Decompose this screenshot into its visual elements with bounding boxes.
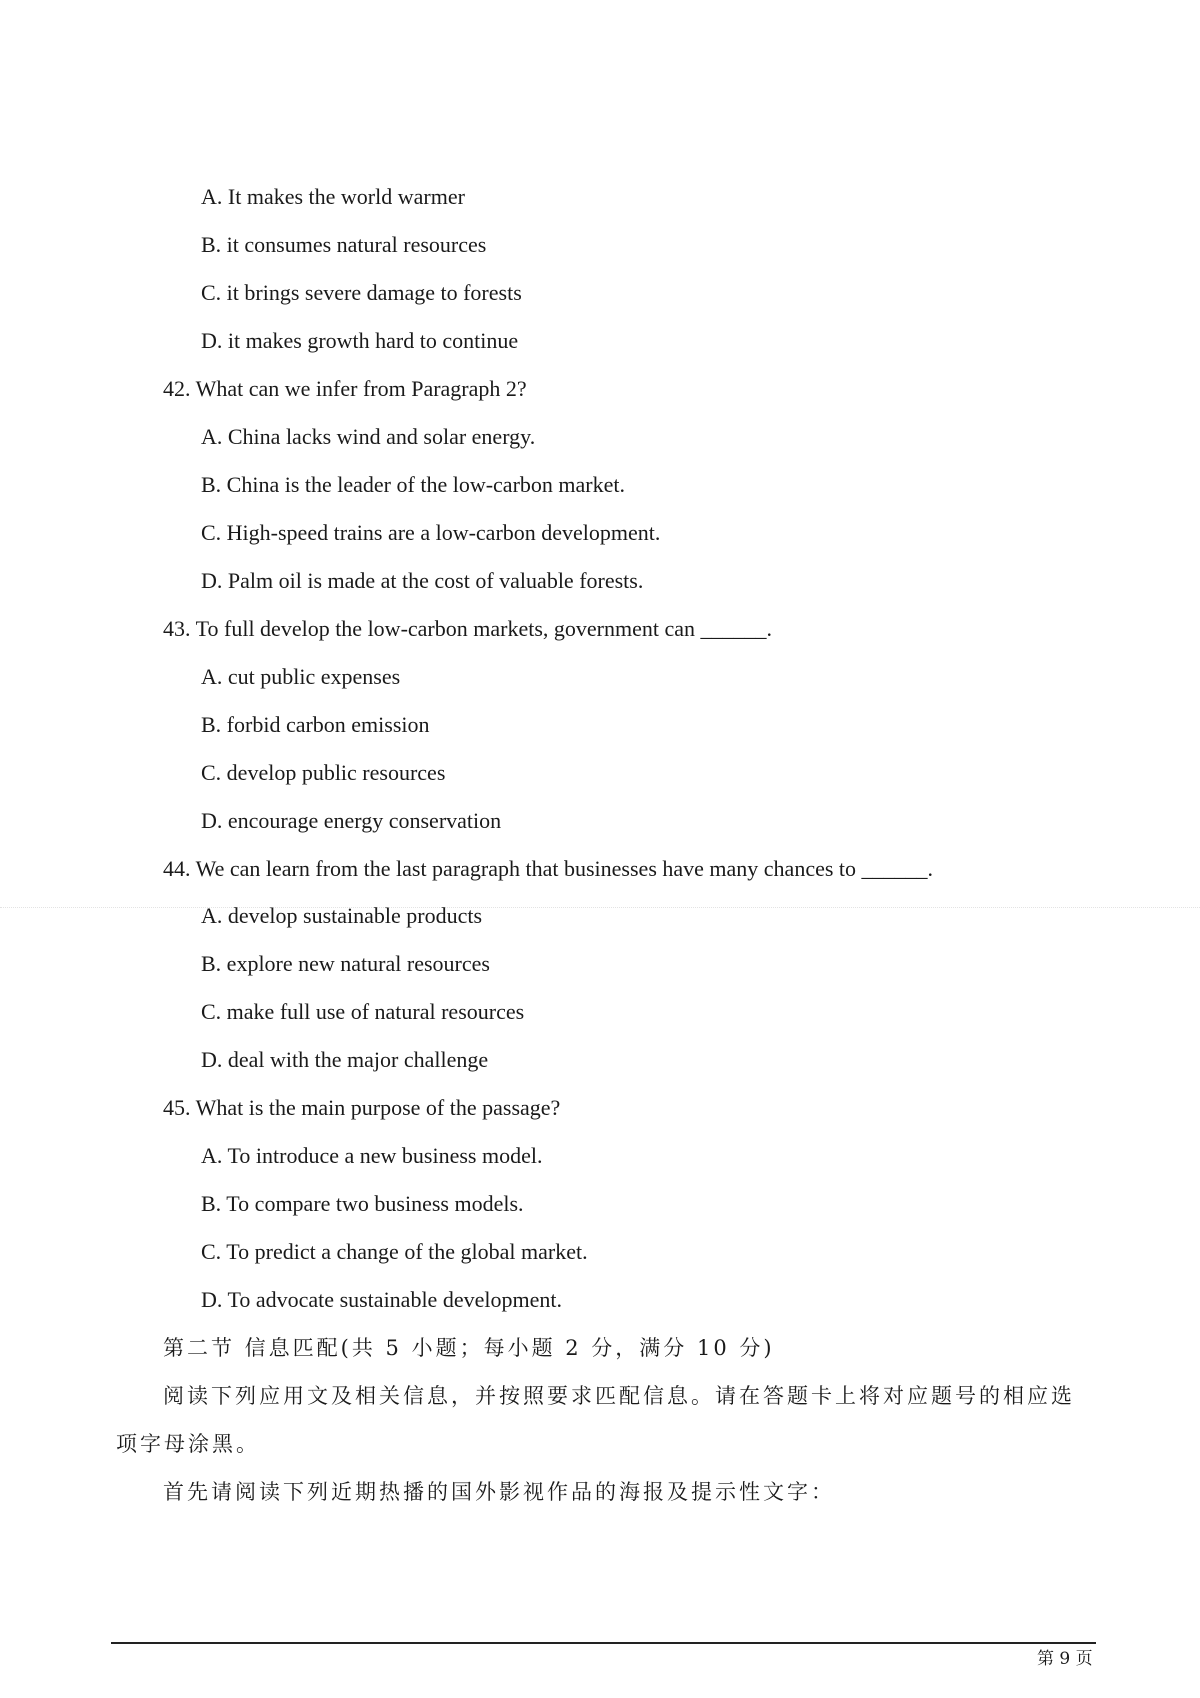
q41-option-a: A. It makes the world warmer xyxy=(201,184,465,209)
q42-option-d: D. Palm oil is made at the cost of valuable forests. xyxy=(201,568,644,593)
page-number: 第 9 页 xyxy=(1037,1649,1093,1669)
q44-option-c: C. make full use of natural resources xyxy=(201,999,525,1024)
q43-option-b: B. forbid carbon emission xyxy=(201,712,430,737)
q41-option-d: D. it makes growth hard to continue xyxy=(201,328,519,353)
q45-option-c: C. To predict a change of the global market. xyxy=(201,1239,588,1264)
q43-option-d: D. encourage energy conservation xyxy=(201,808,502,833)
fold-line xyxy=(0,907,1200,908)
q45-option-a: A. To introduce a new business model. xyxy=(201,1143,543,1168)
section2-instruction-line2: 项字母涂黑。 xyxy=(116,1432,260,1456)
q45-option-d: D. To advocate sustainable development. xyxy=(201,1287,562,1312)
section2-instruction-line1: 阅读下列应用文及相关信息，并按照要求匹配信息。请在答题卡上将对应题号的相应选 xyxy=(163,1384,1075,1408)
q44-option-a: A. develop sustainable products xyxy=(201,903,483,928)
q43-option-a: A. cut public expenses xyxy=(201,664,401,689)
q44-option-b: B. explore new natural resources xyxy=(201,951,490,976)
q41-option-b: B. it consumes natural resources xyxy=(201,232,487,257)
q42-option-a: A. China lacks wind and solar energy. xyxy=(201,424,536,449)
q42-option-b: B. China is the leader of the low-carbon market. xyxy=(201,472,625,497)
q44-stem: 44. We can learn from the last paragraph that businesses have many chances to ______. xyxy=(163,856,934,881)
q44-option-d: D. deal with the major challenge xyxy=(201,1047,489,1072)
q43-option-c: C. develop public resources xyxy=(201,760,446,785)
q45-stem: 45. What is the main purpose of the passage? xyxy=(163,1095,561,1120)
q42-option-c: C. High-speed trains are a low-carbon development. xyxy=(201,520,661,545)
q41-option-c: C. it brings severe damage to forests xyxy=(201,280,522,305)
q42-stem: 42. What can we infer from Paragraph 2? xyxy=(163,376,527,401)
section2-intro: 首先请阅读下列近期热播的国外影视作品的海报及提示性文字： xyxy=(163,1480,835,1504)
q45-option-b: B. To compare two business models. xyxy=(201,1191,524,1216)
section2-heading: 第二节 信息匹配(共 5 小题；每小题 2 分，满分 10 分) xyxy=(163,1336,775,1360)
footer-rule xyxy=(111,1642,1096,1644)
q43-stem: 43. To full develop the low-carbon markets, government can ______. xyxy=(163,616,773,641)
